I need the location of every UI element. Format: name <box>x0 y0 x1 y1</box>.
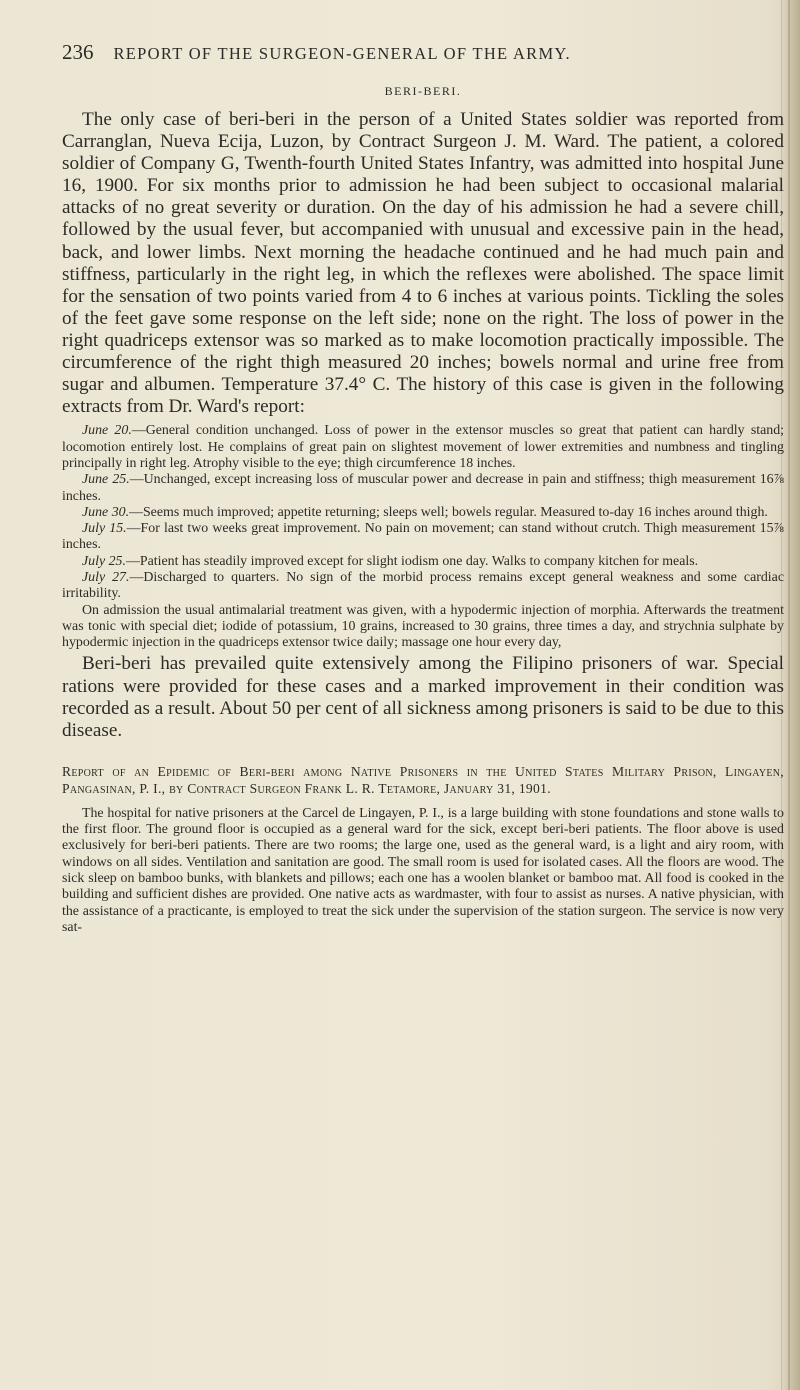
extracts-block <box>62 423 784 651</box>
extract-text: —Discharged to quarters. No sign of the morbid process remains except general weakness and some cardiac irritability. <box>62 569 784 602</box>
extract-entry <box>62 554 784 570</box>
extract-entry <box>62 521 784 554</box>
section-title: BERI-BERI. <box>384 84 462 98</box>
page-number: 236 <box>62 40 94 64</box>
extract-date: June 25. <box>82 472 130 488</box>
report-paragraph: The hospital for native prisoners at the Carcel de Lingayen, P. I., is a large building with stone foundations and stone walls to the first floor. The ground floor is occupied as a general ward for the sick, except beri-beri patients. The floor above is used exclusively for beri-beri patients. There are two rooms; the large one, used as the general ward, is a light and airy room, with windows on all sides. Ventilation and sanitation are good. The small room is used for isolated cases. All the floors are wood. The sick sleep on bamboo bunks, with blankets and pillows; each one has a woolen blanket or bamboo mat. All food is cooked in the building and sufficient dishes are provided. One native acts as wardmaster, with four to assist as nurses. A native physician, with the assistance of a practicante, is employed to treat the sick under the supervision of the station surgeon. The service is now very sat- <box>62 805 784 935</box>
extract-text: —Seems much improved; appetite returning; sleeps well; bowels regular. Measured to-day 16 inches around thigh. <box>129 504 768 520</box>
report-body <box>62 806 784 936</box>
extract-text: —For last two weeks great improvement. No pain on movement; can stand without crutch. Thigh measurement 15⅞ inches. <box>62 521 784 553</box>
extract-date: July 27. <box>82 569 130 585</box>
filipino-prisoners-paragraph: Beri-beri has prevailed quite extensively among the Filipino prisoners of war. Special rations were provided for these cases and a marked improvement in their condition was recorded as a result. About 50 per cent of all sickness among prisoners is said to be due to this disease. <box>62 653 784 741</box>
extract-text: —General condition unchanged. Loss of power in the extensor muscles so great that patient can hardly stand; locomotion entirely lost. He complains of great pain on slightest movement of lower extremities and numbness and tingling principally in right leg. Atrophy visible to the eye; thigh circumference 18 inches. <box>62 423 785 471</box>
extract-entry <box>62 570 784 603</box>
extract-date: July 15. <box>82 521 127 537</box>
report-heading: Report of an Epidemic of Beri-beri among Native Prisoners in the United States Military Prison, Lingayen, Pangasinan, P. I., by Contract Surgeon Frank L. R. Tetamore, January 31, 1901. <box>62 763 784 796</box>
extract-entry <box>62 472 784 505</box>
extract-entry <box>62 505 784 521</box>
extract-date: July 25. <box>82 553 126 569</box>
running-head <box>62 40 784 66</box>
extract-text: —Patient has steadily improved except for slight iodism one day. Walks to company kitchen for meals. <box>125 553 699 569</box>
extract-text: —Unchanged, except increasing loss of muscular power and decrease in pain and stiffness; thigh measurement 16⅞ inches. <box>62 472 785 504</box>
page-content <box>62 40 784 936</box>
running-head-title: REPORT OF THE SURGEON-GENERAL OF THE ARMY. <box>113 44 571 63</box>
extract-date: June 30. <box>82 504 130 520</box>
extract-date: June 20. <box>82 423 132 439</box>
intro-paragraph: The only case of beri-beri in the person of a United States soldier was reported from Carranglan, Nueva Ecija, Luzon, by Contract Surgeon J. M. Ward. The patient, a colored soldier of Company G, Twenth-fourth United States Infantry, was admitted into hospital June 16, 1900. For six months prior to admission he had been subject to occasional malarial attacks of no great severity or duration. On the day of his admission he had a severe chill, followed by the usual fever, but accompanied with unusual and excessive pain in the head, back, and lower limbs. Next morning the headache continued and he had much pain and stiffness, particularly in the right leg, in which the reflexes were abolished. The space limit for the sensation of two points varied from 4 to 6 inches at various points. Tickling the soles of the feet gave some response on the left side; none on the right. The loss of power in the right quadriceps extensor was so marked as to make locomotion practically impossible. The circumference of the right thigh measured 20 inches; bowels normal and urine free from sugar and albumen. Temperature 37.4° C. The history of this case is given in the following extracts from Dr. Ward's report: <box>62 109 784 418</box>
binding-shadow <box>788 0 790 1390</box>
extract-entry <box>62 423 784 472</box>
treatment-paragraph: On admission the usual antimalarial treatment was given, with a hypodermic injection of morphia. Afterwards the treatment was tonic with special diet; iodide of potassium, 10 grains, increased to 30 grains, three times a day, and strychnia sulphate by hypodermic injection in the quadriceps extensor twice daily; massage one hour every day, <box>62 602 784 651</box>
